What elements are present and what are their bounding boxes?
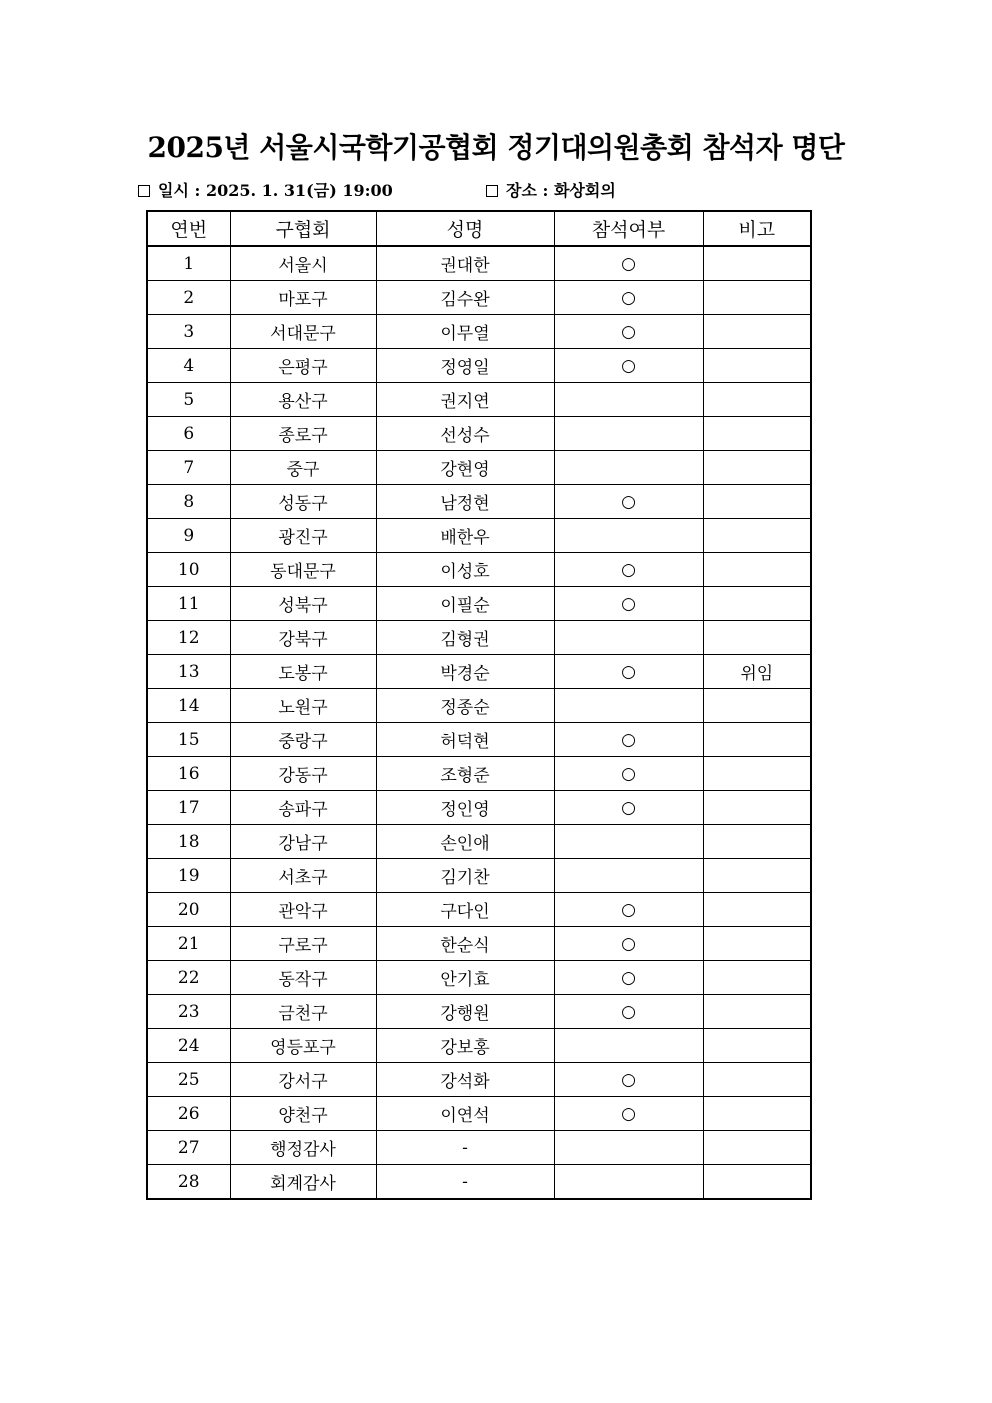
- cell-number: 16: [147, 757, 230, 791]
- cell-note: [703, 553, 811, 587]
- cell-name: 선성수: [376, 417, 554, 451]
- cell-attendance: [554, 1165, 703, 1200]
- cell-association: 성북구: [230, 587, 376, 621]
- cell-attendance: ○: [554, 655, 703, 689]
- cell-number: 23: [147, 995, 230, 1029]
- cell-note: [703, 1097, 811, 1131]
- cell-attendance: ○: [554, 349, 703, 383]
- cell-note: [703, 621, 811, 655]
- cell-attendance: ○: [554, 791, 703, 825]
- cell-number: 18: [147, 825, 230, 859]
- cell-attendance: ○: [554, 723, 703, 757]
- cell-name: 김수완: [376, 281, 554, 315]
- cell-association: 강동구: [230, 757, 376, 791]
- cell-association: 중구: [230, 451, 376, 485]
- table-row: [147, 519, 811, 553]
- cell-note: [703, 961, 811, 995]
- table-row: [147, 1097, 811, 1131]
- cell-attendance: ○: [554, 553, 703, 587]
- cell-attendance: [554, 825, 703, 859]
- cell-name: 손인애: [376, 825, 554, 859]
- cell-name: 정인영: [376, 791, 554, 825]
- table-row: [147, 1131, 811, 1165]
- table-row: [147, 621, 811, 655]
- cell-note: [703, 587, 811, 621]
- cell-association: 도봉구: [230, 655, 376, 689]
- cell-association: 성동구: [230, 485, 376, 519]
- cell-number: 27: [147, 1131, 230, 1165]
- table-row: [147, 553, 811, 587]
- cell-name: 강행원: [376, 995, 554, 1029]
- table-row: [147, 451, 811, 485]
- header-association: 구협회: [230, 211, 376, 246]
- cell-attendance: ○: [554, 893, 703, 927]
- cell-name: 강보홍: [376, 1029, 554, 1063]
- cell-name: 배한우: [376, 519, 554, 553]
- table-row: [147, 246, 811, 281]
- cell-note: [703, 519, 811, 553]
- date-label: 일시 : 2025. 1. 31(금) 19:00: [158, 181, 393, 200]
- cell-attendance: ○: [554, 961, 703, 995]
- cell-note: [703, 723, 811, 757]
- table-row: [147, 587, 811, 621]
- place-line: [486, 178, 616, 204]
- cell-association: 용산구: [230, 383, 376, 417]
- cell-attendance: ○: [554, 1063, 703, 1097]
- cell-number: 22: [147, 961, 230, 995]
- place-label: 장소 : 화상회의: [506, 181, 616, 200]
- cell-association: 양천구: [230, 1097, 376, 1131]
- table-header-row: [147, 211, 811, 246]
- header-note: 비고: [703, 211, 811, 246]
- cell-name: 이무열: [376, 315, 554, 349]
- cell-name: -: [376, 1131, 554, 1165]
- cell-name: 이필순: [376, 587, 554, 621]
- cell-note: [703, 825, 811, 859]
- cell-note: [703, 349, 811, 383]
- cell-number: 14: [147, 689, 230, 723]
- cell-association: 마포구: [230, 281, 376, 315]
- cell-association: 서울시: [230, 246, 376, 281]
- table-row: [147, 791, 811, 825]
- cell-attendance: [554, 859, 703, 893]
- cell-note: [703, 246, 811, 281]
- cell-association: 동작구: [230, 961, 376, 995]
- cell-number: 28: [147, 1165, 230, 1200]
- cell-association: 서초구: [230, 859, 376, 893]
- cell-number: 25: [147, 1063, 230, 1097]
- cell-attendance: [554, 451, 703, 485]
- header-attendance: 참석여부: [554, 211, 703, 246]
- cell-name: 강현영: [376, 451, 554, 485]
- checkbox-square-icon: [486, 185, 498, 197]
- cell-attendance: [554, 1029, 703, 1063]
- cell-attendance: [554, 519, 703, 553]
- cell-number: 15: [147, 723, 230, 757]
- table-row: [147, 655, 811, 689]
- header-name: 성명: [376, 211, 554, 246]
- cell-association: 영등포구: [230, 1029, 376, 1063]
- cell-association: 중랑구: [230, 723, 376, 757]
- table-row: [147, 417, 811, 451]
- cell-attendance: [554, 417, 703, 451]
- cell-number: 5: [147, 383, 230, 417]
- cell-note: [703, 689, 811, 723]
- cell-number: 17: [147, 791, 230, 825]
- cell-note: [703, 859, 811, 893]
- cell-name: 안기효: [376, 961, 554, 995]
- cell-note: [703, 451, 811, 485]
- cell-name: 정종순: [376, 689, 554, 723]
- cell-attendance: [554, 383, 703, 417]
- cell-association: 회계감사: [230, 1165, 376, 1200]
- cell-number: 21: [147, 927, 230, 961]
- table-row: [147, 281, 811, 315]
- cell-number: 11: [147, 587, 230, 621]
- cell-attendance: ○: [554, 927, 703, 961]
- cell-name: -: [376, 1165, 554, 1200]
- header-number: 연번: [147, 211, 230, 246]
- cell-note: 위임: [703, 655, 811, 689]
- cell-association: 관악구: [230, 893, 376, 927]
- cell-note: [703, 1029, 811, 1063]
- cell-association: 은평구: [230, 349, 376, 383]
- table-row: [147, 723, 811, 757]
- cell-name: 한순식: [376, 927, 554, 961]
- table-row: [147, 315, 811, 349]
- cell-name: 허덕현: [376, 723, 554, 757]
- table-row: [147, 349, 811, 383]
- cell-association: 금천구: [230, 995, 376, 1029]
- cell-attendance: ○: [554, 995, 703, 1029]
- cell-number: 3: [147, 315, 230, 349]
- cell-attendance: ○: [554, 485, 703, 519]
- cell-name: 이연석: [376, 1097, 554, 1131]
- cell-number: 19: [147, 859, 230, 893]
- table-row: [147, 1063, 811, 1097]
- cell-number: 1: [147, 246, 230, 281]
- cell-note: [703, 1165, 811, 1200]
- cell-association: 행정감사: [230, 1131, 376, 1165]
- cell-association: 송파구: [230, 791, 376, 825]
- cell-note: [703, 485, 811, 519]
- cell-note: [703, 791, 811, 825]
- cell-note: [703, 893, 811, 927]
- cell-number: 26: [147, 1097, 230, 1131]
- cell-note: [703, 383, 811, 417]
- table-row: [147, 995, 811, 1029]
- attendee-table: [146, 210, 812, 1200]
- cell-number: 9: [147, 519, 230, 553]
- table-row: [147, 757, 811, 791]
- table-row: [147, 893, 811, 927]
- cell-note: [703, 417, 811, 451]
- table-row: [147, 927, 811, 961]
- cell-name: 김기찬: [376, 859, 554, 893]
- cell-name: 구다인: [376, 893, 554, 927]
- cell-note: [703, 927, 811, 961]
- cell-note: [703, 315, 811, 349]
- table-row: [147, 1165, 811, 1200]
- cell-attendance: [554, 689, 703, 723]
- cell-name: 김형권: [376, 621, 554, 655]
- cell-number: 8: [147, 485, 230, 519]
- cell-attendance: ○: [554, 757, 703, 791]
- cell-association: 노원구: [230, 689, 376, 723]
- cell-name: 권지연: [376, 383, 554, 417]
- cell-number: 10: [147, 553, 230, 587]
- cell-name: 강석화: [376, 1063, 554, 1097]
- cell-attendance: [554, 621, 703, 655]
- checkbox-square-icon: [138, 185, 150, 197]
- cell-association: 광진구: [230, 519, 376, 553]
- cell-number: 24: [147, 1029, 230, 1063]
- cell-name: 정영일: [376, 349, 554, 383]
- cell-number: 2: [147, 281, 230, 315]
- table-body: [147, 246, 811, 1199]
- cell-association: 강남구: [230, 825, 376, 859]
- cell-number: 12: [147, 621, 230, 655]
- cell-attendance: ○: [554, 281, 703, 315]
- cell-association: 강서구: [230, 1063, 376, 1097]
- table-row: [147, 859, 811, 893]
- cell-number: 13: [147, 655, 230, 689]
- cell-attendance: ○: [554, 587, 703, 621]
- date-line: [138, 178, 393, 204]
- cell-name: 권대한: [376, 246, 554, 281]
- cell-note: [703, 1131, 811, 1165]
- cell-attendance: ○: [554, 246, 703, 281]
- cell-attendance: ○: [554, 315, 703, 349]
- cell-number: 20: [147, 893, 230, 927]
- cell-name: 이성호: [376, 553, 554, 587]
- cell-note: [703, 1063, 811, 1097]
- cell-note: [703, 995, 811, 1029]
- table-row: [147, 383, 811, 417]
- cell-name: 남정현: [376, 485, 554, 519]
- document-title: 2025년 서울시국학기공협회 정기대의원총회 참석자 명단: [147, 131, 845, 164]
- cell-association: 강북구: [230, 621, 376, 655]
- cell-note: [703, 757, 811, 791]
- table-row: [147, 1029, 811, 1063]
- cell-number: 7: [147, 451, 230, 485]
- cell-association: 동대문구: [230, 553, 376, 587]
- cell-number: 6: [147, 417, 230, 451]
- meeting-info: [138, 178, 818, 204]
- cell-association: 서대문구: [230, 315, 376, 349]
- table-row: [147, 961, 811, 995]
- table-row: [147, 689, 811, 723]
- cell-association: 종로구: [230, 417, 376, 451]
- table-row: [147, 825, 811, 859]
- cell-attendance: [554, 1131, 703, 1165]
- cell-name: 조형준: [376, 757, 554, 791]
- cell-note: [703, 281, 811, 315]
- cell-name: 박경순: [376, 655, 554, 689]
- table-row: [147, 485, 811, 519]
- cell-number: 4: [147, 349, 230, 383]
- cell-association: 구로구: [230, 927, 376, 961]
- cell-attendance: ○: [554, 1097, 703, 1131]
